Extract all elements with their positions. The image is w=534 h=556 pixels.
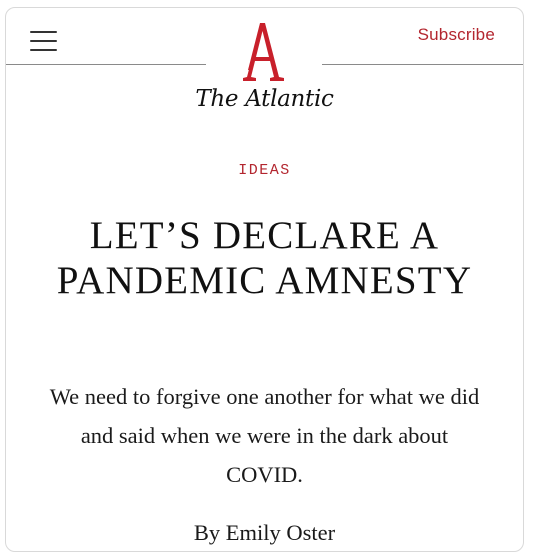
header-rule-right bbox=[322, 64, 523, 65]
author-link[interactable]: Emily Oster bbox=[225, 520, 336, 545]
subscribe-link[interactable]: Subscribe bbox=[417, 25, 495, 44]
hamburger-menu-icon[interactable] bbox=[30, 30, 58, 54]
header-rule-left bbox=[6, 64, 206, 65]
byline bbox=[6, 520, 523, 546]
menu-bar-top bbox=[30, 31, 57, 33]
section-label[interactable]: IDEAS bbox=[238, 162, 291, 179]
menu-bar-bottom bbox=[30, 49, 57, 51]
atlantic-logo-icon[interactable] bbox=[239, 20, 287, 84]
byline-prefix: By bbox=[193, 520, 221, 545]
article-card bbox=[5, 7, 524, 552]
article-dek: We need to forgive one another for what we did and said when we were in the dark about COVID. bbox=[49, 384, 480, 487]
menu-bar-middle bbox=[30, 40, 57, 42]
article-headline: LET’S DECLARE A PANDEMIC AMNESTY bbox=[56, 214, 473, 302]
wordmark: The Atlantic bbox=[195, 86, 334, 112]
